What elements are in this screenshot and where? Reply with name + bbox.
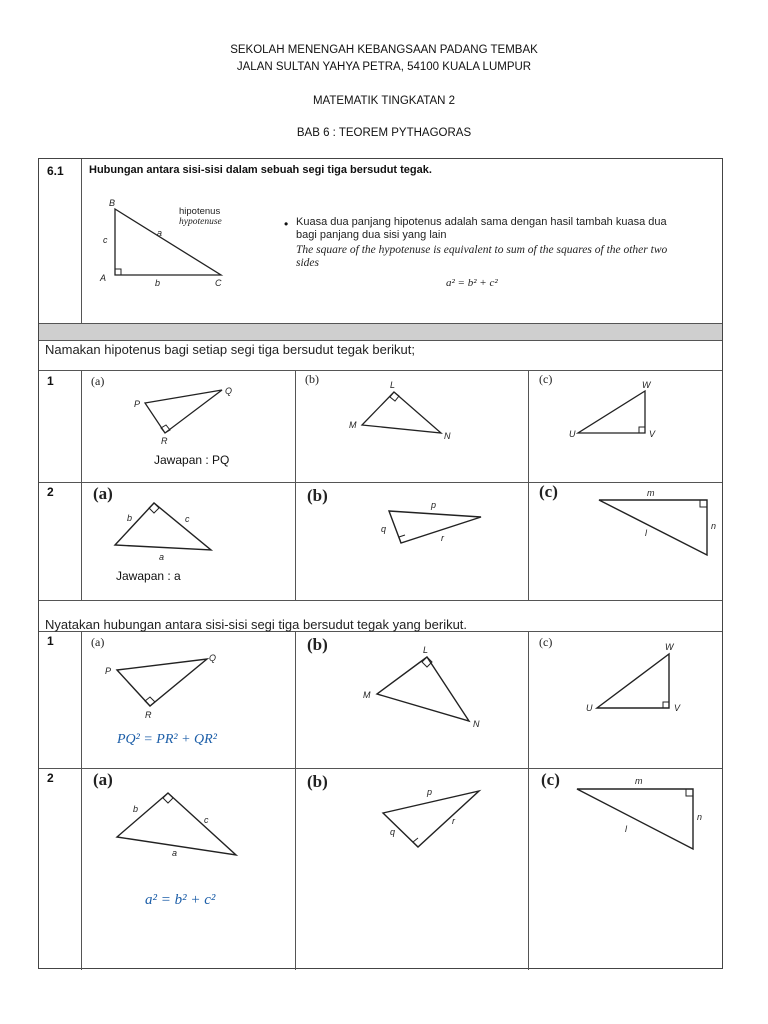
triangle-pqr-sides — [301, 481, 501, 561]
item-tag: (b) — [307, 772, 328, 791]
vertex-label: W — [642, 380, 651, 390]
separator-band — [39, 323, 722, 340]
triangle-abc — [87, 483, 237, 563]
vertex-label: M — [349, 420, 357, 430]
side-label: b — [133, 804, 139, 814]
triangle-pqr-sides — [301, 767, 501, 867]
reference-formula: a² = b² + c² — [446, 277, 498, 289]
chapter-title: BAB 6 : TEOREM PYTHAGORAS — [296, 127, 472, 139]
item-tag: (c) — [541, 770, 560, 789]
side-label: a — [159, 552, 165, 562]
part1-instruction: Namakan hipotenus bagi setiap segi tiga bersudut tegak berikut; — [45, 342, 416, 357]
subject-title: MATEMATIK TINGKATAN 2 — [312, 95, 456, 107]
item-tag: (c) — [539, 635, 553, 649]
side-label: a — [172, 848, 178, 858]
item-tag: (b) — [307, 486, 328, 505]
side-label: l — [645, 528, 647, 538]
item-tag: (a) — [91, 374, 105, 388]
side-label: m — [635, 776, 643, 786]
col-divider — [81, 159, 82, 323]
side-label: n — [711, 521, 717, 531]
row-number: 2 — [47, 485, 54, 499]
vertex-label: L — [390, 380, 396, 390]
school-name: SEKOLAH MENENGAH KEBANGSAAN PADANG TEMBAK — [230, 44, 538, 56]
section-number: 6.1 — [47, 164, 64, 178]
vertex-label: R — [145, 710, 152, 720]
school-address: JALAN SULTAN YAHYA PETRA, 54100 KUALA LUMPUR — [236, 61, 532, 73]
row-number: 1 — [47, 374, 54, 388]
vertex-label: L — [423, 645, 429, 655]
row-divider — [39, 323, 722, 324]
vertex-label: Q — [209, 653, 217, 663]
item-tag: (a) — [91, 635, 105, 649]
triangle-pqr — [87, 634, 237, 720]
col-divider — [295, 631, 296, 970]
part2-instruction: Nyatakan hubungan antara sisi-sisi segi tiga bersudut tegak yang berikut. — [45, 617, 468, 632]
vertex-label: U — [586, 703, 593, 713]
vertex-label: W — [665, 642, 674, 652]
side-label: c — [185, 514, 190, 524]
triangle-abc — [87, 767, 247, 857]
relation-formula: a² = b² + c² — [145, 892, 216, 908]
row-divider — [39, 340, 722, 341]
item-tag: (b) — [305, 372, 319, 386]
row-divider — [39, 600, 722, 601]
side-label: l — [625, 824, 627, 834]
side-label: m — [647, 488, 655, 498]
vertex-label: M — [363, 690, 371, 700]
vertex-label: R — [161, 436, 168, 446]
side-label: c — [103, 235, 108, 245]
side-label: a — [157, 228, 163, 238]
vertex-label: Q — [225, 386, 233, 396]
vertex-label: N — [444, 431, 451, 441]
col-divider — [295, 370, 296, 600]
side-label: p — [431, 500, 437, 510]
side-label: b — [155, 278, 161, 288]
side-label: b — [127, 513, 133, 523]
triangle-lmn-sides — [535, 481, 720, 561]
vertex-label: P — [134, 399, 141, 409]
answer-text: Jawapan : PQ — [154, 453, 230, 467]
answer-text: Jawapan : a — [116, 569, 181, 583]
side-label: q — [390, 827, 396, 837]
section-title: Hubungan antara sisi-sisi dalam sebuah segi tiga bersudut tegak. — [89, 164, 432, 176]
side-label: q — [381, 524, 387, 534]
item-tag: (c) — [539, 482, 558, 501]
vertex-label: B — [109, 198, 116, 208]
side-label: p — [427, 787, 433, 797]
vertex-label: N — [473, 719, 480, 729]
hypotenuse-label-en: hypotenuse — [179, 217, 222, 227]
triangle-uvw — [535, 371, 715, 451]
bullet-text-en: The square of the hypotenuse is equivalent to sum of the squares of the other two sides — [296, 244, 668, 269]
item-tag: (a) — [93, 770, 113, 789]
vertex-label: V — [674, 703, 681, 713]
side-label: r — [452, 816, 455, 826]
vertex-label: P — [105, 666, 112, 676]
vertex-label: A — [100, 273, 107, 283]
item-tag: (a) — [93, 484, 113, 503]
triangle-lmn — [301, 371, 501, 451]
item-tag: (c) — [539, 372, 553, 386]
bullet-text-ms: Kuasa dua panjang hipotenus adalah sama dengan hasil tambah kuasa dua bagi panjang dua sisi yang lain — [296, 216, 667, 241]
worksheet-table — [38, 158, 723, 969]
col-divider — [528, 631, 529, 970]
col-divider — [81, 631, 82, 970]
row-number: 2 — [47, 771, 54, 785]
triangle-pqr — [87, 373, 237, 453]
relation-formula: PQ² = PR² + QR² — [117, 732, 217, 747]
side-label: c — [204, 815, 209, 825]
col-divider — [81, 370, 82, 600]
row-number: 1 — [47, 634, 54, 648]
hypotenuse-label-ms: hipotenus — [179, 206, 221, 217]
triangle-lmn — [301, 634, 501, 734]
vertex-label: C — [215, 278, 222, 288]
side-label: r — [441, 533, 444, 543]
triangle-uvw — [535, 634, 715, 724]
vertex-label: U — [569, 429, 576, 439]
triangle-lmn-sides — [535, 767, 720, 857]
col-divider — [528, 370, 529, 600]
vertex-label: V — [649, 429, 656, 439]
bullet-icon: • — [284, 217, 289, 231]
side-label: n — [697, 812, 703, 822]
item-tag: (b) — [307, 635, 328, 654]
